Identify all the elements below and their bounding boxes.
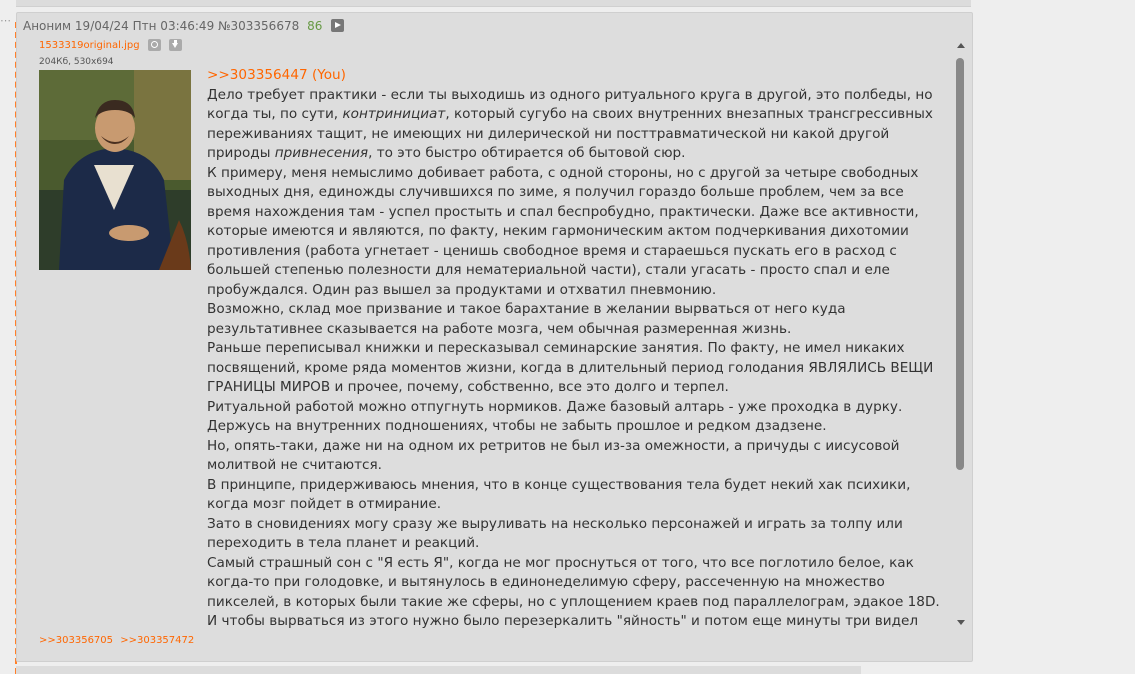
post-paragraph bbox=[207, 476, 947, 515]
download-icon[interactable] bbox=[169, 39, 182, 51]
reply-link[interactable]: >>303357472 bbox=[120, 635, 195, 646]
post-author: Аноним bbox=[23, 19, 72, 33]
next-post-edge bbox=[16, 666, 861, 674]
paragraph-text: Возможно, склад мое призвание и такое барахтание в желании вырваться от него куда результативнее сказывается на работе мозга, чем обычная размеренная жизнь. bbox=[207, 301, 846, 337]
post-paragraph bbox=[207, 86, 947, 164]
thread-dots-icon: ⋯ bbox=[0, 14, 12, 27]
file-meta: 204Кб, 530x694 bbox=[39, 57, 114, 67]
post-replies bbox=[39, 635, 198, 646]
post-views: 86 bbox=[307, 19, 323, 33]
reply-to-link[interactable]: >>303356447 (You) bbox=[207, 67, 346, 83]
scroll-up-icon[interactable] bbox=[957, 43, 965, 48]
paragraph-text: В принципе, придерживаюсь мнения, что в конце существования тела будет некий хак психики, когда мозг пойдет в отмирание. bbox=[207, 476, 911, 512]
paragraph-text: Раньше переписывал книжки и пересказывал семинарские занятия. По факту, не имел никаких посвящений, кроме ряда моментов жизни, когда в длительный период голодания ЯВЛЯЛИСЬ ВЕЩИ ГРАНИЦЫ МИРОВ и прочее, почему, собственно, все это долго и терпел. bbox=[207, 340, 934, 395]
post bbox=[16, 12, 973, 662]
post-paragraph bbox=[207, 437, 947, 476]
paragraph-text: И чтобы вырваться из этого нужно было перезеркалить "яйность" и потом еще минуты три видел bbox=[207, 613, 919, 629]
post-paragraph bbox=[207, 417, 947, 437]
reply-link[interactable]: >>303356705 bbox=[39, 635, 114, 646]
paragraph-text: К примеру, меня немыслимо добивает работа, с одной стороны, но с другой за четыре свободных выходных дня, единожды случившихся по зиме, я получил гораздо больше проблем, чем за все время нахождения там - успел простыть и спал беспробудно, практически. Даже все активности, которые имеются и являются, по факту, неким гармоническим актом подчеркивания дихотомии противления (работа угнетает - ценишь свободное время и стараешься пускать его в расход с большей степенью полезности для нематериальной части), стали угасать - просто спал и еле пробуждался. Один раз вышел за продуктами и отхватил пневмонию. bbox=[207, 164, 919, 298]
paragraph-text: Держусь на внутренних подношениях, чтобы не забыть прошлое и редком дзадзене. bbox=[207, 418, 827, 434]
previous-post-edge bbox=[16, 0, 971, 7]
scroll-down-icon[interactable] bbox=[957, 620, 965, 625]
post-paragraph bbox=[207, 515, 947, 554]
post-body bbox=[207, 66, 947, 629]
paragraph-text: , то это быстро обтирается об бытовой сюр. bbox=[368, 145, 686, 161]
post-scrollbar[interactable] bbox=[952, 36, 968, 634]
post-paragraph bbox=[207, 554, 947, 613]
post-paragraph bbox=[207, 164, 947, 301]
emphasized-text: привнесения bbox=[274, 145, 369, 161]
paragraph-text: Самый страшный сон с "Я есть Я", когда не мог проснуться от того, что все поглотило белое, как когда-то при голодовке, и вытянулось в единонеделимую сферу, рассеченную на множество пикселей, в которых были такие же сферы, но с уплощением краев под параллелограм, эдакое 18D. bbox=[207, 554, 940, 610]
play-icon[interactable] bbox=[331, 19, 344, 32]
file-actions bbox=[148, 39, 185, 58]
post-text bbox=[207, 86, 947, 630]
file-name-link[interactable]: 1533319original.jpg bbox=[39, 40, 140, 51]
post-header bbox=[23, 19, 344, 33]
post-datetime: 19/04/24 Птн 03:46:49 bbox=[74, 19, 215, 33]
search-icon[interactable] bbox=[148, 39, 161, 51]
post-paragraph bbox=[207, 612, 947, 629]
post-thumbnail[interactable] bbox=[39, 70, 191, 270]
emphasized-text: контринициат bbox=[342, 106, 446, 122]
paragraph-text: Дело требует практики - если ты выходишь из одного ритуального круга в другой, это полбеды, но когда ты, по сути, bbox=[207, 86, 933, 122]
scroll-thumb[interactable] bbox=[956, 58, 964, 470]
post-paragraph bbox=[207, 339, 947, 398]
paragraph-text: Зато в сновидениях могу сразу же выруливать на несколько персонажей и играть за толпу или переходить в тела планет и реакций. bbox=[207, 515, 903, 551]
post-paragraph bbox=[207, 300, 947, 339]
paragraph-text: , который сугубо на своих внутренних внезапных трансгрессивных переживаниях тащит, не имеющих ни дилерической ни посттравматической ни какой другой природы bbox=[207, 106, 933, 161]
paragraph-text: Но, опять-таки, даже ни на одном их ретритов не был из-за омежности, а причуды с иисусовой молитвой не считаются. bbox=[207, 437, 900, 473]
post-paragraph bbox=[207, 398, 947, 418]
paragraph-text: Ритуальной работой можно отпугнуть нормиков. Даже базовый алтарь - уже проходка в дурку. bbox=[207, 398, 903, 415]
post-number[interactable]: №303356678 bbox=[218, 19, 300, 33]
